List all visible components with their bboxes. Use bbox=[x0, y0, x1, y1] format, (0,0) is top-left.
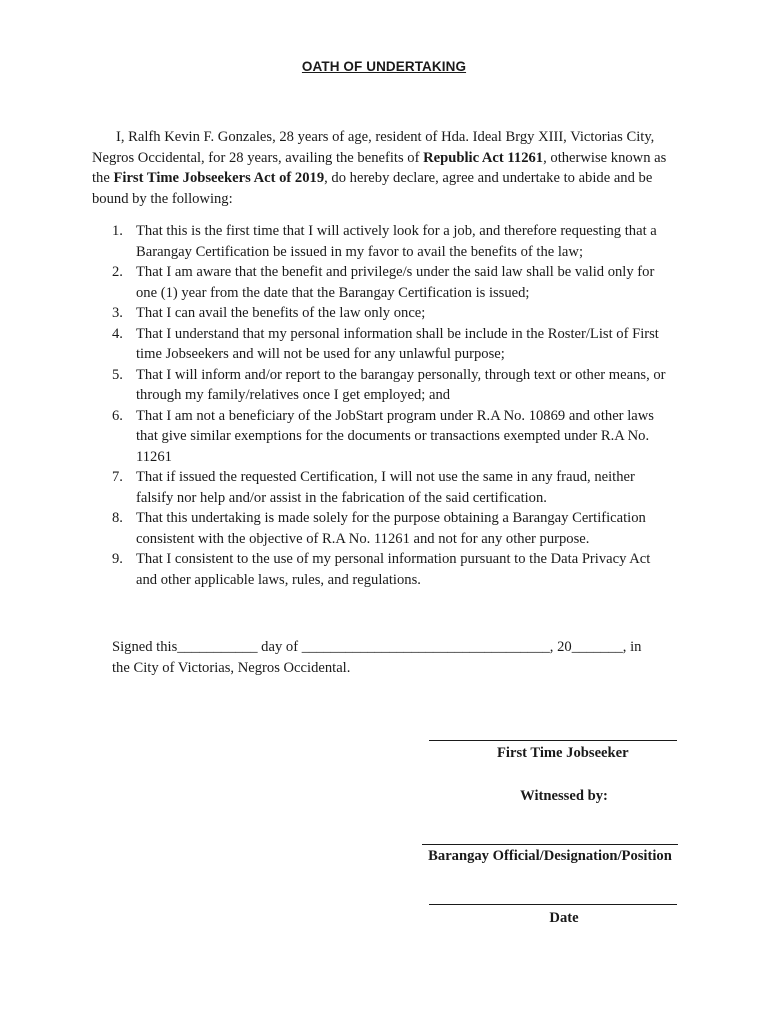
date-label: Date bbox=[549, 910, 579, 926]
signed-line-2: the City of Victorias, Negros Occidental. bbox=[112, 660, 351, 676]
intro-republic-act: Republic Act 11261 bbox=[423, 149, 544, 166]
list-item bbox=[92, 221, 674, 262]
signed-paragraph bbox=[112, 637, 672, 679]
list-item bbox=[92, 365, 674, 406]
list-item-text: That if issued the requested Certification, I will not use the same in any fraud, neither falsify nor help and/or assist in the fabrication of the said certification. bbox=[136, 469, 635, 506]
official-signature-line bbox=[422, 844, 678, 845]
list-item-text: That I am aware that the benefit and privilege/s under the said law shall be valid only for one (1) year from the date that the Barangay Certification is issued; bbox=[136, 264, 655, 301]
list-item-text: That I consistent to the use of my personal information pursuant to the Data Privacy Act and other applicable laws, rules, and regulations. bbox=[136, 551, 651, 588]
intro-act-name: First Time Jobseekers Act of 2019 bbox=[113, 170, 325, 186]
list-item bbox=[92, 303, 674, 324]
list-item-text: That this is the first time that I will actively look for a job, and therefore requesting that a Barangay Certification be issued in my favor to avail the benefits of the law; bbox=[136, 223, 657, 260]
list-item-number: 5. bbox=[112, 366, 123, 383]
intro-text-3: , do hereby declare, agree and undertake to abide and be bound by the following: bbox=[92, 170, 653, 207]
list-item-number: 7. bbox=[112, 469, 123, 485]
list-item bbox=[92, 467, 674, 508]
undertaking-list bbox=[92, 221, 674, 590]
list-item bbox=[92, 324, 674, 365]
list-item-number: 6. bbox=[112, 407, 123, 424]
list-item-text: That I am not a beneficiary of the JobStart program under R.A No. 10869 and other laws that give similar exemptions for the documents or transactions exempted under R.A No. 11261 bbox=[136, 407, 654, 465]
list-item-number: 9. bbox=[112, 551, 123, 567]
intro-text-2: , otherwise known as the bbox=[92, 149, 667, 186]
date-signature-line bbox=[429, 904, 677, 905]
list-item-number: 1. bbox=[112, 223, 123, 239]
list-item-text: That I will inform and/or report to the barangay personally, through text or other means, or through my family/relatives once I get employed; and bbox=[136, 366, 666, 403]
list-item bbox=[92, 508, 674, 549]
witnessed-by-label: Witnessed by: bbox=[520, 788, 608, 804]
list-item bbox=[92, 549, 674, 590]
list-item bbox=[92, 406, 674, 468]
intro-paragraph bbox=[92, 127, 674, 209]
official-label: Barangay Official/Designation/Position bbox=[428, 848, 672, 864]
list-item-number: 4. bbox=[112, 325, 123, 342]
list-item-text: That I understand that my personal information shall be include in the Roster/List of First time Jobseekers and will not be used for any unlawful purpose; bbox=[136, 325, 659, 362]
intro-text-1: I, Ralfh Kevin F. Gonzales, 28 years of age, resident of Hda. Ideal Brgy XIII, Victorias City, Negros Occidental, for 28 years, availing the benefits of bbox=[92, 129, 655, 166]
jobseeker-label: First Time Jobseeker bbox=[497, 745, 629, 761]
list-item-text: That this undertaking is made solely for the purpose obtaining a Barangay Certification consistent with the objective of R.A No. 11261 and not for any other purpose. bbox=[136, 510, 646, 547]
list-item-text: That I can avail the benefits of the law only once; bbox=[136, 305, 426, 321]
list-item-number: 3. bbox=[112, 305, 123, 321]
list-item-number: 2. bbox=[112, 264, 123, 280]
list-item bbox=[92, 262, 674, 303]
signed-line-1: Signed this___________ day of __________________________________, 20_______, in bbox=[112, 639, 642, 655]
jobseeker-signature-line bbox=[429, 740, 677, 741]
document-title: OATH OF UNDERTAKING bbox=[301, 59, 467, 74]
list-item-number: 8. bbox=[112, 510, 123, 526]
